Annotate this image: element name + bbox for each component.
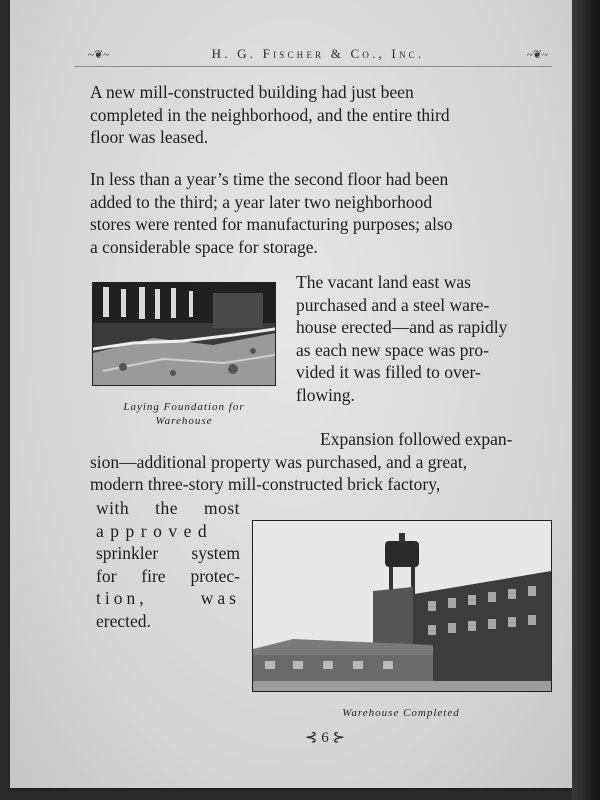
text-line: for fire protec- <box>96 565 240 586</box>
text-line: The vacant land east was <box>296 272 471 292</box>
paragraph-4-wrap <box>96 497 240 632</box>
text-line: completed in the neighborhood, and the entire third <box>90 104 450 125</box>
paragraph-3 <box>296 271 552 406</box>
text-line: house erected—and as rapidly <box>296 317 508 337</box>
header-rule <box>74 66 552 67</box>
page-number-block <box>290 728 360 747</box>
text-line: added to the third; a year later two neighborhood <box>90 191 433 212</box>
text-line: sion—additional property was purchased, and a great, <box>90 451 468 472</box>
text-line: erected. <box>96 610 151 631</box>
text-line: sprinkler system <box>96 543 240 563</box>
text-line: purchased and a steel ware- <box>296 294 490 315</box>
page-number-right-ornament: ⊱ <box>332 730 346 746</box>
paragraph-2 <box>90 168 550 258</box>
text-line: flowing. <box>296 384 355 405</box>
text-line: tion, was <box>96 588 240 608</box>
text-line: a considerable space for storage. <box>90 236 318 257</box>
text-line: as each new space was pro- <box>296 339 489 360</box>
header-right-ornament: ~❦~ <box>526 48 548 61</box>
book-page <box>10 0 572 788</box>
text-line: modern three-story mill-constructed brick factory, <box>90 474 441 494</box>
paragraph-1 <box>90 81 550 149</box>
caption-photo-1 <box>84 400 284 428</box>
photo-laying-foundation <box>92 282 276 386</box>
running-header <box>88 44 548 64</box>
photo-warehouse-completed-image <box>253 521 551 691</box>
paragraph-4 <box>90 428 552 496</box>
page-number: 6 <box>321 730 329 746</box>
header-title: H. G. Fischer & Co., Inc. <box>211 46 425 61</box>
photo-warehouse-completed <box>252 520 552 692</box>
text-line: stores were rented for manufacturing purposes; also <box>90 214 453 234</box>
caption-photo-2: Warehouse Completed <box>342 707 460 719</box>
caption-line: Laying Foundation for <box>123 401 245 413</box>
text-line: approved <box>96 520 214 541</box>
book-spine <box>572 0 600 800</box>
text-line: floor was leased. <box>90 127 209 147</box>
text-line: with the most <box>96 498 240 518</box>
header-left-ornament: ~❦~ <box>88 48 110 61</box>
text-line: Expansion followed expan- <box>320 429 513 449</box>
text-line: vided it was filled to over- <box>296 362 481 382</box>
page-number-left-ornament: ⊰ <box>304 730 318 746</box>
photo-laying-foundation-image <box>93 283 275 385</box>
caption-line: Warehouse <box>155 415 213 427</box>
text-line: In less than a year’s time the second floor had been <box>90 169 449 189</box>
text-line: A new mill-constructed building had just been <box>90 82 414 102</box>
